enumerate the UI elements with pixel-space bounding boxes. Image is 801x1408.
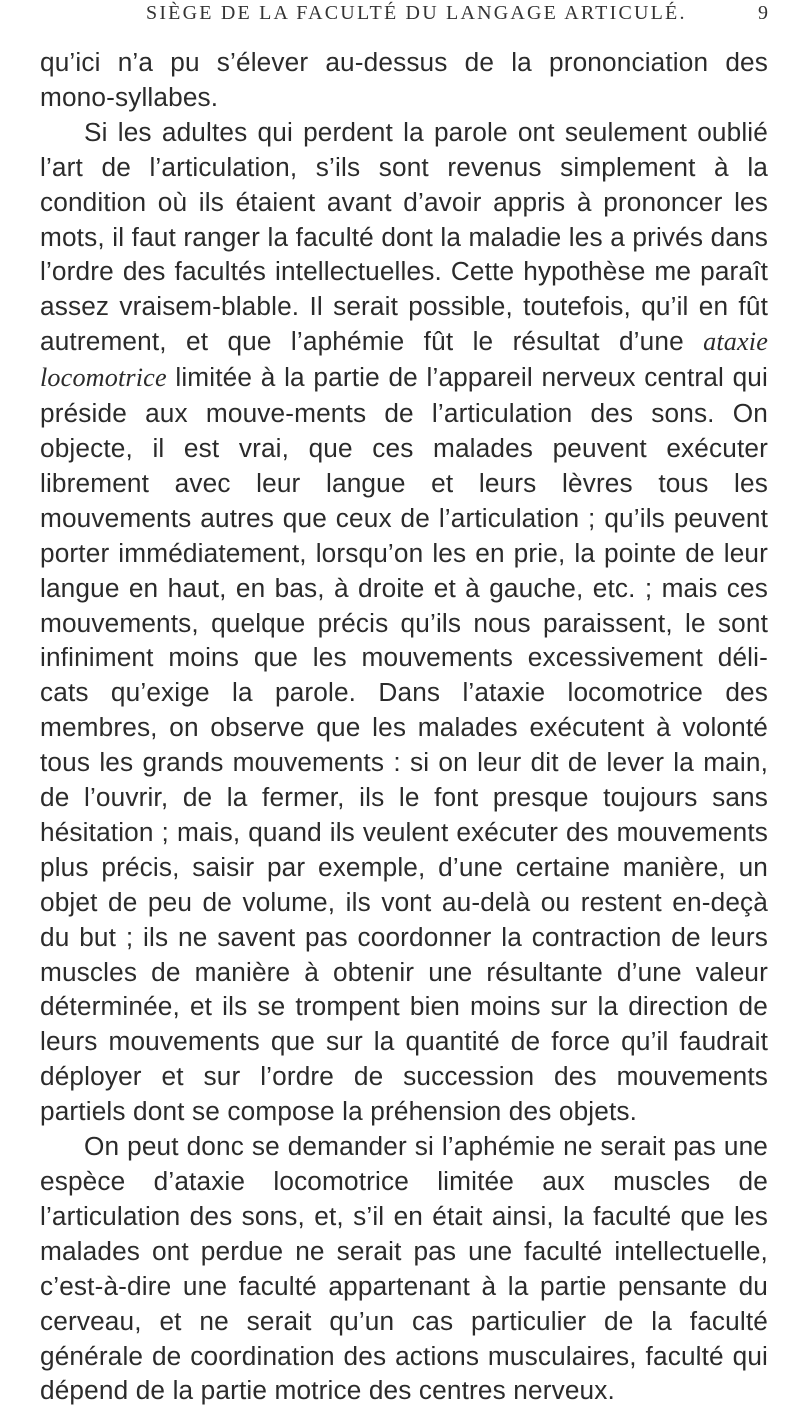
paragraph-conclusion: On peut donc se demander si l’aphémie ne serait pas une espèce d’ataxie locomotrice limitée aux muscles de l’articulation des sons, et, s’il en était ainsi, la faculté que les malades ont perdue ne serait pas une faculté intellectuelle, c’est-à-dire une faculté appartenant à la partie pensante du cerveau, et ne serait qu’un cas particulier de la faculté générale de coordination des actions musculaires, faculté qui dépend de la partie motrice des centres nerveux.	[40, 1131, 768, 1406]
paragraph-hypothesis-before: Si les adultes qui perdent la parole ont seulement oublié l’art de l’articulation, s’ils sont revenus simplement à la condition où ils étaient avant d’avoir appris à prononcer les mots, il faut ranger la faculté dont la maladie les a privés dans l’ordre des facultés intellectuelles. Cette hypothèse me paraît assez vraisem-blable. Il serait possible, toutefois, qu’il en fût autrement, et que l’aphémie fût le résultat d’une	[40, 116, 768, 357]
paragraph-hypothesis	[40, 115, 768, 1129]
running-head-title: SIÈGE DE LA FACULTÉ DU LANGAGE ARTICULÉ.	[146, 2, 687, 24]
italic-term: ataxie locomotrice	[40, 327, 768, 393]
page-number: 9	[758, 2, 768, 24]
body-text	[40, 45, 768, 1408]
paragraph-hypothesis-after: limitée à la partie de l’appareil nerveux central qui préside aux mouve-ments de l’articulation des sons. On objecte, il est vrai, que ces malades peuvent exécuter librement avec leur langue et leurs lèvres tous les mouvements autres que ceux de l’articulation ; qu’ils peuvent porter immédiatement, lorsqu’on les en prie, la pointe de leur langue en haut, en bas, à droite et à gauche, etc. ; mais ces mouvements, quelque précis qu’ils nous paraissent, le sont infiniment moins que les mouvements excessivement déli-cats qu’exige la parole. Dans l’ataxie locomotrice des membres, on observe que les malades exécutent à volonté tous les grands mouvements : si on leur dit de lever la main, de l’ouvrir, de la fermer, ils le font presque toujours sans hésitation ; mais, quand ils veulent exécuter des mouvements plus précis, saisir par exemple, d’une certaine manière, un objet de peu de volume, ils vont au-delà ou restent en-deçà du but ; ils ne savent pas coordonner la contraction de leurs muscles de manière à obtenir une résultante d’une valeur déterminée, et ils se trompent bien moins sur la direction de leurs mouvements que sur la quantité de force qu’il faudrait déployer et sur l’ordre de succession des mouvements partiels dont se compose la préhension des objets.	[40, 362, 768, 1127]
paragraph-continuation: qu’ici n’a pu s’élever au-dessus de la prononciation des mono-syllabes.	[40, 47, 768, 112]
